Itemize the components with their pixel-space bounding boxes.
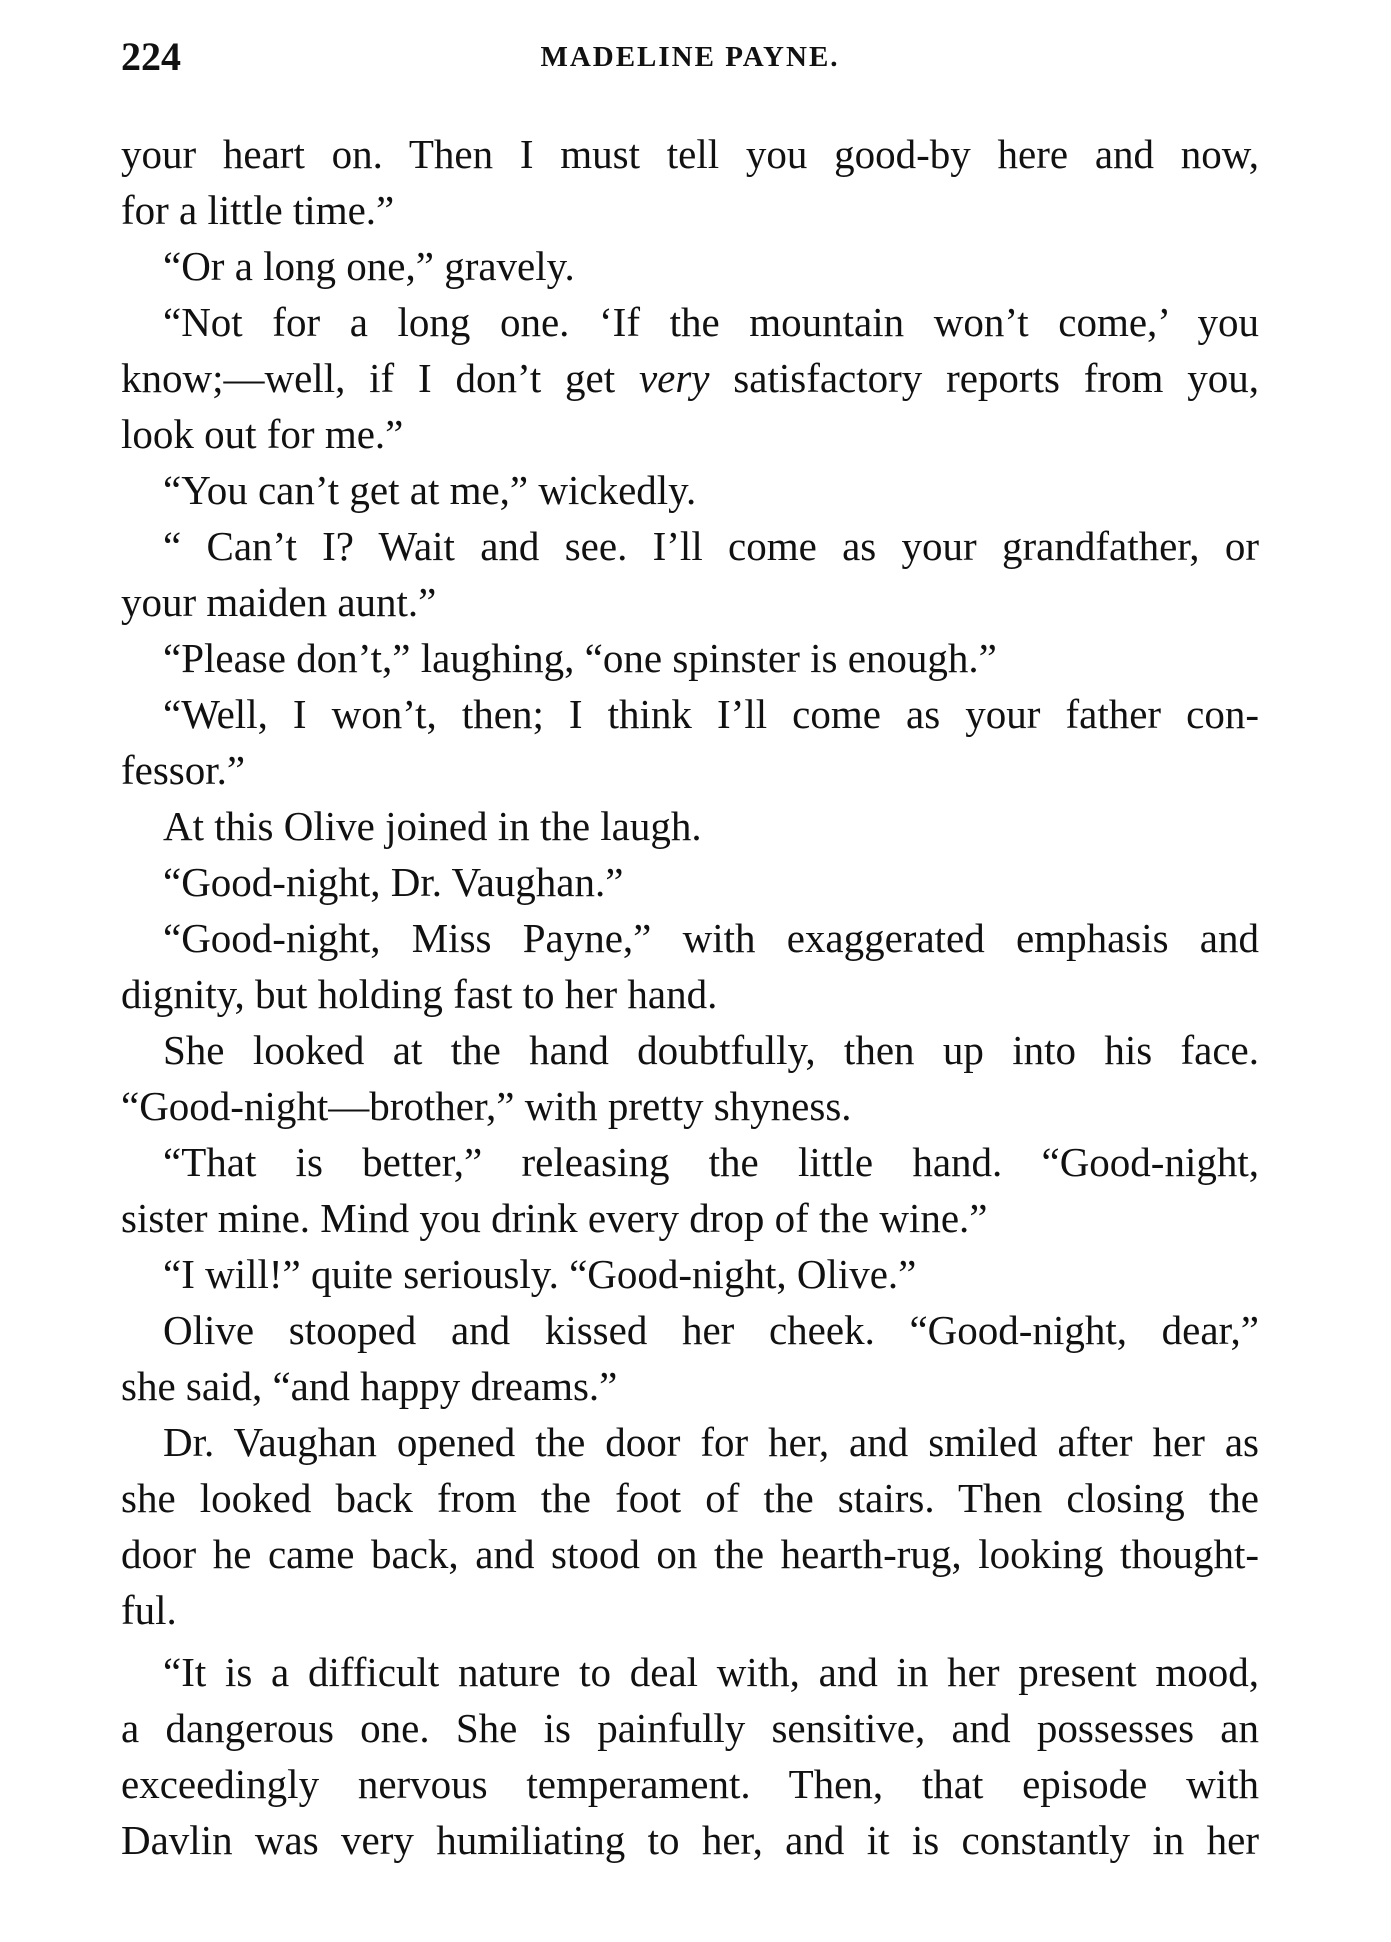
text-segment: “Not for a long one. ‘If the mountain won’t come,’ you: [163, 299, 1259, 345]
text-segment: satisfactory reports from you,: [709, 355, 1259, 401]
text-line: [121, 406, 1259, 462]
text-segment: exceedingly nervous temperament. Then, that episode with: [121, 1761, 1259, 1807]
text-segment: “Good-night, Miss Payne,” with exaggerated emphasis and: [163, 915, 1259, 961]
text-line: [121, 1246, 1259, 1302]
text-line: [121, 1526, 1259, 1582]
text-segment: At this Olive joined in the laugh.: [163, 803, 702, 849]
text-segment: very: [638, 355, 710, 401]
text-line: [121, 1756, 1259, 1812]
text-line: [121, 630, 1259, 686]
text-segment: “Well, I won’t, then; I think I’ll come as your father con-: [163, 691, 1259, 737]
text-line: [121, 854, 1259, 910]
text-line: [121, 238, 1259, 294]
body-text: [121, 126, 1259, 1868]
text-segment: “Good-night—brother,” with pretty shyness.: [121, 1083, 852, 1129]
text-line: [121, 294, 1259, 350]
text-line: [121, 1190, 1259, 1246]
text-segment: door he came back, and stood on the hearth-rug, looking thought-: [121, 1531, 1259, 1577]
text-line: [121, 182, 1259, 238]
text-segment: ful.: [121, 1587, 177, 1633]
text-line: [121, 798, 1259, 854]
running-title: MADELINE PAYNE.: [540, 41, 840, 73]
text-line: [121, 1414, 1259, 1470]
text-line: [121, 126, 1259, 182]
text-line: [121, 462, 1259, 518]
text-segment: “Please don’t,” laughing, “one spinster is enough.”: [163, 635, 997, 681]
text-line: [121, 1022, 1259, 1078]
text-segment: know;—well, if I don’t get: [121, 355, 639, 401]
text-segment: Davlin was very humiliating to her, and it is constantly in her: [121, 1817, 1259, 1863]
text-segment: “I will!” quite seriously. “Good-night, Olive.”: [163, 1251, 917, 1297]
text-line: [121, 350, 1259, 406]
text-line: [121, 1644, 1259, 1700]
text-segment: your heart on. Then I must tell you good-by here and now,: [121, 131, 1259, 177]
text-segment: She looked at the hand doubtfully, then up into his face.: [163, 1027, 1259, 1073]
text-line: [121, 1078, 1259, 1134]
text-segment: she said, “and happy dreams.”: [121, 1363, 618, 1409]
text-line: [121, 1700, 1259, 1756]
text-line: [121, 1470, 1259, 1526]
text-segment: Olive stooped and kissed her cheek. “Good-night, dear,”: [163, 1307, 1259, 1353]
text-line: [121, 1134, 1259, 1190]
text-line: [121, 1812, 1259, 1868]
text-segment: fessor.”: [121, 747, 246, 793]
text-line: [121, 966, 1259, 1022]
text-line: [121, 1582, 1259, 1638]
text-segment: your maiden aunt.”: [121, 579, 437, 625]
text-line: [121, 518, 1259, 574]
text-segment: “Good-night, Dr. Vaughan.”: [163, 859, 624, 905]
text-segment: she looked back from the foot of the stairs. Then closing the: [121, 1475, 1259, 1521]
page-number: 224: [121, 34, 181, 79]
text-segment: sister mine. Mind you drink every drop of the wine.”: [121, 1195, 988, 1241]
text-segment: dignity, but holding fast to her hand.: [121, 971, 718, 1017]
text-line: [121, 1358, 1259, 1414]
text-line: [121, 574, 1259, 630]
text-segment: “That is better,” releasing the little hand. “Good-night,: [163, 1139, 1259, 1185]
text-segment: “ Can’t I? Wait and see. I’ll come as your grandfather, or: [163, 523, 1259, 569]
text-segment: Dr. Vaughan opened the door for her, and smiled after her as: [163, 1419, 1259, 1465]
text-line: [121, 686, 1259, 742]
text-line: [121, 1302, 1259, 1358]
text-segment: “You can’t get at me,” wickedly.: [163, 467, 697, 513]
text-segment: “Or a long one,” gravely.: [163, 243, 575, 289]
text-line: [121, 910, 1259, 966]
text-segment: “It is a difficult nature to deal with, and in her present mood,: [163, 1649, 1259, 1695]
text-segment: a dangerous one. She is painfully sensitive, and possesses an: [121, 1705, 1259, 1751]
page-header: [121, 32, 1259, 82]
text-line: [121, 742, 1259, 798]
text-segment: look out for me.”: [121, 411, 404, 457]
text-segment: for a little time.”: [121, 187, 395, 233]
